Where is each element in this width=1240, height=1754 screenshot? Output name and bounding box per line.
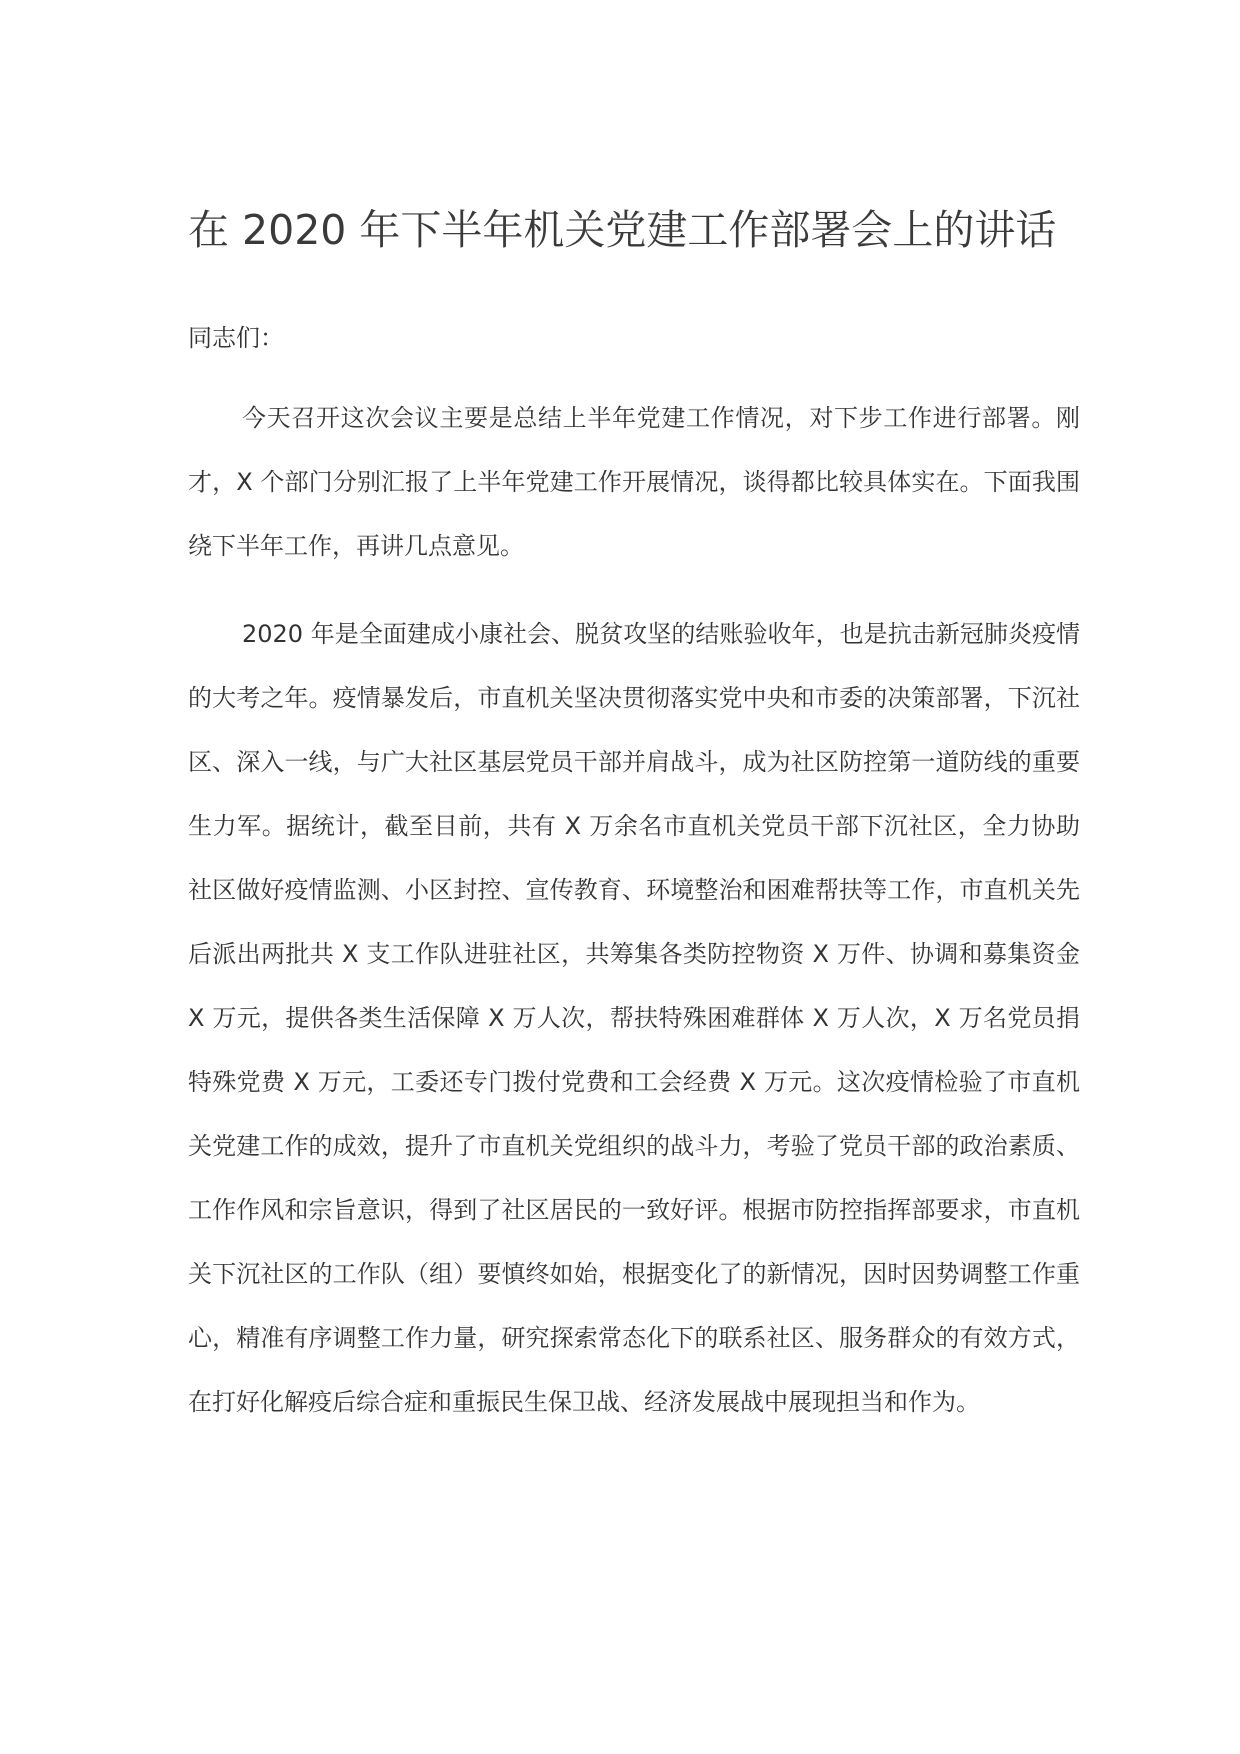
paragraph-2: 2020 年是全面建成小康社会、脱贫攻坚的结账验收年，也是抗击新冠肺炎疫情的大考之年。疫情暴发后，市直机关坚决贯彻落实党中央和市委的决策部署，下沉社区、深入一线，与广大社区基层党员干部并肩战斗，成为社区防控第一道防线的重要生力军。据统计，截至目前，共有 X 万余名市直机关党员干部下沉社区，全力协助社区做好疫情监测、小区封控、宣传教育、环境整治和困难帮扶等工作，市直机关先后派出两批共 X 支工作队进驻社区，共筹集各类防控物资 X 万件、协调和募集资金 X 万元，提供各类生活保障 X 万人次，帮扶特殊困难群体 X 万人次，X 万名党员捐特殊党费 X 万元，工委还专门拨付党费和工会经费 X 万元。这次疫情检验了市直机关党建工作的成效，提升了市直机关党组织的战斗力，考验了党员干部的政治素质、工作作风和宗旨意识，得到了社区居民的一致好评。根据市防控指挥部要求，市直机关下沉社区的工作队（组）要慎终如始，根据变化了的新情况，因时因势调整工作重心，精准有序调整工作力量，研究探索常态化下的联系社区、服务群众的有效方式，在打好化解疫后综合症和重振民生保卫战、经济发展战中展现担当和作为。 [188, 620, 1080, 1416]
salutation: 同志们： [188, 324, 284, 352]
document-body [188, 200, 1080, 1434]
document-title: 在 2020 年下半年机关党建工作部署会上的讲话 [188, 206, 1057, 254]
paragraph-1: 今天召开这次会议主要是总结上半年党建工作情况，对下步工作进行部署。刚才，X 个部门分别汇报了上半年党建工作开展情况，谈得都比较具体实在。下面我围绕下半年工作，再讲几点意见。 [188, 404, 1080, 560]
